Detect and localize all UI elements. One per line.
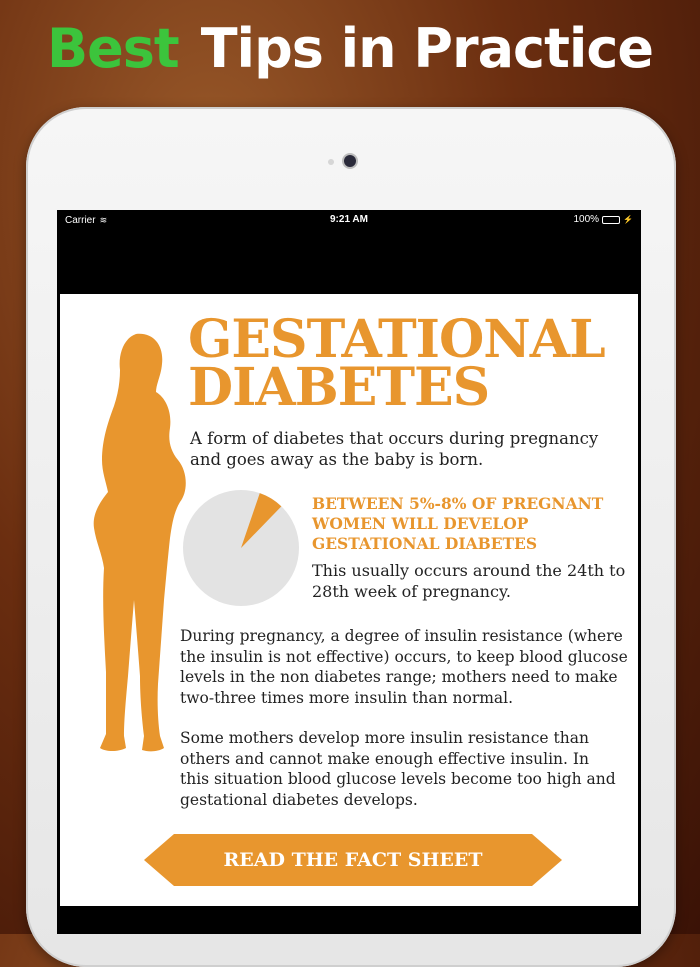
subtitle-line-1: A form of diabetes that occurs during pregnancy <box>190 429 599 448</box>
sensor-dot <box>328 159 334 165</box>
article-subtitle <box>190 428 620 470</box>
headline-rest: Tips in Practice <box>200 17 654 80</box>
subtitle-line-2: and goes away as the baby is born. <box>190 450 484 469</box>
carrier-text: Carrier <box>65 215 96 226</box>
para1-line-4: two-three times more insulin than normal. <box>180 688 514 707</box>
read-fact-sheet-button[interactable] <box>144 834 562 886</box>
cta-label: READ THE FACT SHEET <box>223 849 483 871</box>
para2-line-2: others and cannot make enough effective insulin. In <box>180 749 590 768</box>
para2-line-1: Some mothers develop more insulin resistance than <box>180 729 589 747</box>
article-title <box>188 309 605 418</box>
stat-body-line-1: This usually occurs around the 24th to <box>312 561 626 580</box>
pie-chart-icon <box>181 488 301 608</box>
stat-headline <box>312 494 632 554</box>
status-bar <box>57 210 641 230</box>
wifi-icon: ≋ <box>99 215 108 225</box>
promo-headline <box>0 14 700 84</box>
title-line-2: DIABETES <box>188 357 490 418</box>
tablet-screen <box>57 210 641 934</box>
title-line-1: GESTATIONAL <box>188 309 605 370</box>
battery-icon <box>602 216 620 224</box>
charging-icon: ⚡ <box>623 215 633 224</box>
stat-body <box>312 560 632 602</box>
infographic <box>60 294 638 906</box>
battery-status <box>573 210 633 230</box>
stat-line-1: BETWEEN 5%-8% OF PREGNANT <box>312 494 604 513</box>
stat-line-3: GESTATIONAL DIABETES <box>312 534 538 553</box>
paragraph-insulin-resistance <box>180 626 630 708</box>
para2-line-3: this situation blood glucose levels become too high and <box>180 770 616 788</box>
status-time: 9:21 AM <box>330 214 368 225</box>
para2-line-4: gestational diabetes develops. <box>180 790 418 809</box>
para1-line-2: the insulin is not effective) occurs, to keep blood glucose <box>180 647 628 666</box>
headline-best: Best <box>46 17 179 80</box>
para1-line-1: During pregnancy, a degree of insulin resistance (where <box>180 627 623 645</box>
stat-line-2: WOMEN WILL DEVELOP <box>312 514 529 533</box>
stat-body-line-2: 28th week of pregnancy. <box>312 582 511 601</box>
battery-percent: 100% <box>573 214 600 225</box>
camera-icon <box>344 155 356 167</box>
paragraph-development <box>180 728 630 810</box>
para1-line-3: levels in the non diabetes range; mothers need to make <box>180 668 618 686</box>
